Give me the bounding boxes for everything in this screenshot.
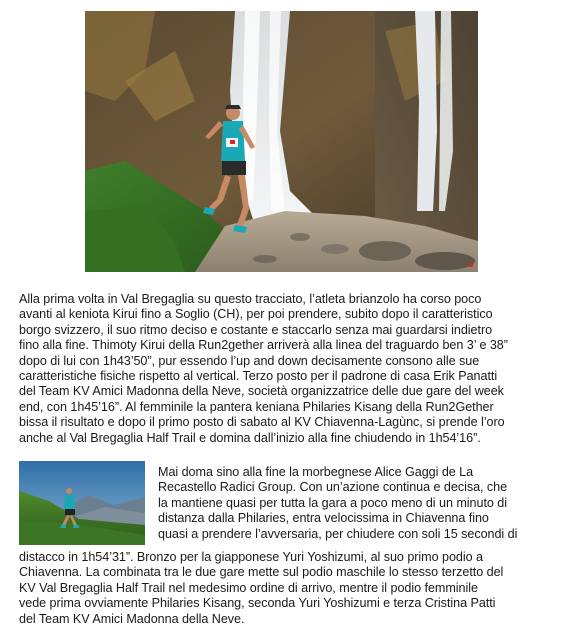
text-line: Alla prima volta in Val Bregaglia su questo tracciato, l’atleta brianzolo ha corso poco — [19, 292, 482, 306]
text-line: dopo di lui con 1h43’50”, pur essendo l’up and down decisamente consono alle sue — [19, 353, 480, 368]
runner-waterfall-image — [85, 11, 478, 272]
article-paragraph-3 — [19, 550, 567, 627]
text-line: Recastello Radici Group. Con un’azione continua e decisa, che — [158, 480, 508, 495]
text-line: vede prima ovviamente Philaries Kisang, seconda Yuri Yoshizumi e terza Cristina Patti — [19, 596, 496, 611]
text-line: Chiavenna. La combinata tra le due gare mette sul podio maschile lo stesso terzetto del — [19, 565, 504, 580]
text-line: del Team KV Amici Madonna della Neve, società organizzatrice delle due gare del week — [19, 384, 504, 399]
text-line: borgo svizzero, il suo ritmo deciso e costante e staccarlo senza mai guardarsi indietro — [19, 322, 493, 337]
photo-runner-ridge — [19, 461, 145, 545]
text-line: KV Val Bregaglia Half Trail nel medesimo ordine di arrivo, mentre il podio femminile — [19, 580, 478, 595]
text-line: fino alla fine. Thimoty Kirui della Run2gether arriverà alla linea del traguardo ben 3’ e 38” — [19, 338, 508, 353]
runner-ridge-image — [19, 461, 145, 545]
text-line: quasi a prendere l’avversaria, per chiudere con soli 15 secondi di — [158, 526, 518, 541]
article-paragraph-2 — [158, 465, 568, 542]
text-line: Mai doma sino alla fine la morbegnese Alice Gaggi de La — [158, 465, 474, 479]
text-line: bissa il risultato e dopo il primo posto di sabato al KV Chiavenna-Lagùnc, si prende l’oro — [19, 415, 505, 430]
text-line: end, con 1h45’16”. Al femminile la pantera keniana Philaries Kisang della Run2Gether — [19, 399, 494, 414]
text-line: del Team KV Amici Madonna della Neve. — [19, 611, 245, 626]
text-line: la mantiene quasi per tutta la gara a poco meno di un minuto di — [158, 495, 507, 510]
text-line: distacco in 1h54’31”. Bronzo per la giapponese Yuri Yoshizumi, al suo primo podio a — [19, 550, 483, 564]
text-line: anche al Val Bregaglia Half Trail e domina dall’inizio alla fine chiudendo in 1h54’16”. — [19, 430, 481, 445]
text-line: caratteristiche fisiche rispetto al vertical. Terzo posto per il padrone di casa Erik Panatti — [19, 369, 498, 384]
text-line: distanza dalla Philaries, entra velocissima in Chiavenna fino — [158, 511, 489, 526]
text-line: avanti al keniota Kirui fino a Soglio (CH), per poi prendere, subito dopo il caratteristico — [19, 307, 493, 322]
article-paragraph-1 — [19, 292, 567, 446]
photo-runner-waterfall — [85, 11, 478, 272]
